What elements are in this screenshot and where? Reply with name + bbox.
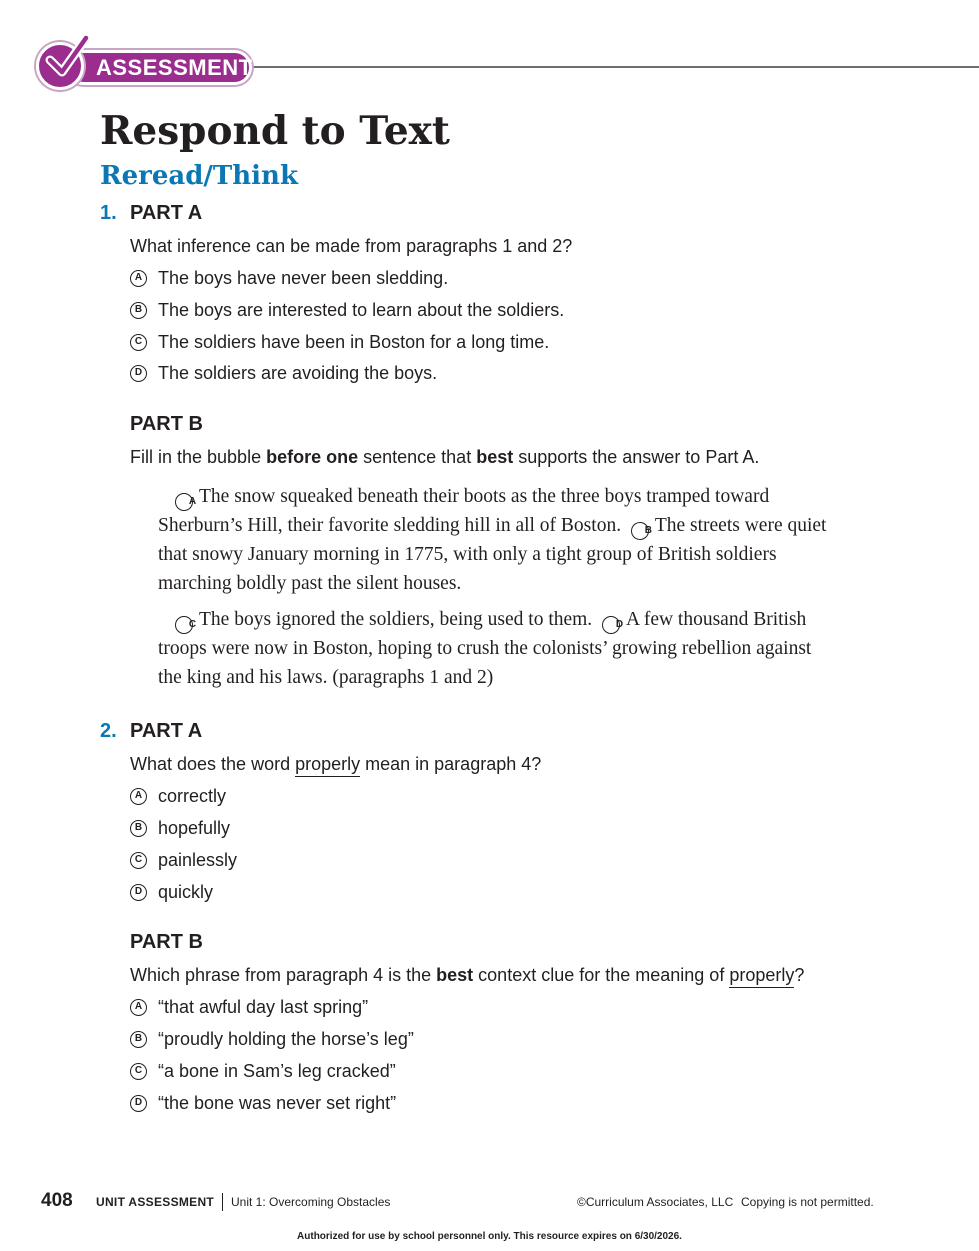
answer-bubble[interactable]: D — [130, 884, 147, 901]
q2-part-b-label: PART B — [130, 931, 203, 953]
option-text: “proudly holding the horse’s leg” — [158, 1029, 414, 1049]
answer-bubble[interactable]: A — [130, 270, 147, 287]
option-text: “a bone in Sam’s leg cracked” — [158, 1061, 396, 1081]
q2b-option-d[interactable] — [130, 1091, 396, 1115]
answer-bubble[interactable]: A — [130, 788, 147, 805]
page-title: Respond to Text — [100, 108, 450, 154]
passage-paragraph-2 — [158, 605, 838, 692]
answer-bubble[interactable]: D — [130, 365, 147, 382]
answer-bubble[interactable]: B — [130, 820, 147, 837]
answer-bubble[interactable]: C — [130, 1063, 147, 1080]
badge-label: ASSESSMENT — [96, 55, 253, 80]
question-2-number: 2. — [100, 720, 117, 742]
q2b-option-b[interactable] — [130, 1027, 414, 1051]
option-text: The boys are interested to learn about the soldiers. — [158, 300, 565, 320]
q2a-option-b[interactable] — [130, 816, 230, 840]
q2b-option-c[interactable] — [130, 1059, 396, 1083]
checkmark-icon — [38, 30, 94, 86]
q1-part-b-label: PART B — [130, 413, 203, 435]
footer-label: UNIT ASSESSMENT — [96, 1195, 215, 1209]
footer-copyright: ©Curriculum Associates, LLC — [577, 1195, 734, 1209]
passage-sentence: A few thousand British troops were now in Boston, hoping to crush the colonists’ growing rebellion against the king and his laws. — [158, 609, 812, 688]
option-text: hopefully — [158, 818, 231, 838]
answer-bubble[interactable]: B — [130, 302, 147, 319]
q1a-option-d[interactable] — [130, 361, 437, 385]
passage-sentence: The snow squeaked beneath their boots as the three boys tramped toward Sherburn’s Hill, their favorite sledding hill in all of Boston. — [158, 486, 770, 536]
section-title: Reread/Think — [100, 161, 298, 191]
answer-bubble[interactable]: D — [602, 616, 620, 634]
answer-bubble[interactable]: C — [130, 334, 147, 351]
q1a-option-a[interactable] — [130, 266, 448, 290]
option-text: The boys have never been sledding. — [158, 268, 449, 288]
option-text: “the bone was never set right” — [158, 1093, 397, 1113]
answer-bubble[interactable]: A — [130, 999, 147, 1016]
q1a-option-c[interactable] — [130, 330, 549, 354]
footer-unit: Unit 1: Overcoming Obstacles — [231, 1195, 391, 1209]
q2-part-b-stem: Which phrase from paragraph 4 is the best context clue for the meaning of properly? — [130, 963, 804, 987]
passage-sentence: The boys ignored the soldiers, being used to them. — [199, 609, 593, 630]
q2b-option-a[interactable] — [130, 995, 368, 1019]
option-text: correctly — [158, 786, 227, 806]
q2a-option-c[interactable] — [130, 848, 237, 872]
authorization-notice: Authorized for use by school personnel only. This resource expires on 6/30/2026. — [297, 1231, 682, 1242]
vocab-word: properly — [729, 965, 794, 988]
answer-bubble[interactable]: B — [631, 522, 649, 540]
q2-part-a-label: PART A — [130, 720, 203, 742]
answer-bubble[interactable]: C — [175, 616, 193, 634]
passage-paragraph-1 — [158, 482, 838, 598]
option-text: painlessly — [158, 850, 238, 870]
option-text: The soldiers have been in Boston for a long time. — [158, 332, 550, 352]
option-text: The soldiers are avoiding the boys. — [158, 363, 438, 383]
q1-part-a-stem: What inference can be made from paragraphs 1 and 2? — [130, 236, 573, 256]
q1-part-b-stem: Fill in the bubble before one sentence that best supports the answer to Part A. — [130, 447, 760, 467]
answer-bubble[interactable]: A — [175, 493, 193, 511]
q1-part-a-label: PART A — [130, 202, 203, 224]
passage-sentence: The streets were quiet that snowy January morning in 1775, with only a tight group of British soldiers marching boldly past the silent houses. — [158, 515, 827, 594]
q2a-option-d[interactable] — [130, 880, 213, 904]
q2-part-a-stem: What does the word properly mean in paragraph 4? — [130, 752, 541, 776]
footer-divider — [222, 1193, 223, 1211]
option-text: “that awful day last spring” — [158, 997, 369, 1017]
vocab-word: properly — [295, 754, 360, 777]
page-number: 408 — [41, 1190, 73, 1211]
q2a-option-a[interactable] — [130, 784, 226, 808]
question-1-number: 1. — [100, 202, 117, 224]
q1a-option-b[interactable] — [130, 298, 564, 322]
answer-bubble[interactable]: B — [130, 1031, 147, 1048]
option-text: quickly — [158, 882, 214, 902]
passage-citation: (paragraphs 1 and 2) — [332, 667, 494, 688]
answer-bubble[interactable]: C — [130, 852, 147, 869]
header-rule — [240, 66, 979, 68]
footer-notice: Copying is not permitted. — [741, 1195, 874, 1209]
answer-bubble[interactable]: D — [130, 1095, 147, 1112]
